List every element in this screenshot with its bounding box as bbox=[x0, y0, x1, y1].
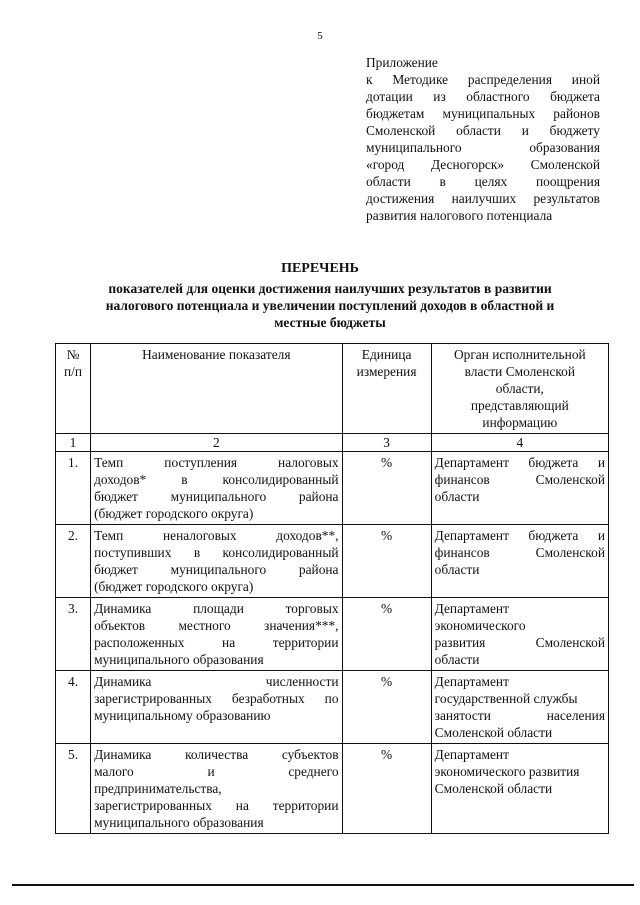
unit: % bbox=[342, 452, 431, 525]
footer-rule bbox=[12, 884, 634, 886]
organization-line: финансов Смоленской bbox=[434, 472, 605, 487]
indicator-name-line: объектов местного значения***, bbox=[94, 618, 339, 633]
subtitle-line: налогового потенциала и увеличении поступлений доходов в областной и bbox=[105, 298, 555, 313]
indicator-name-line: муниципального образования bbox=[94, 652, 264, 667]
appendix-line: области в целях поощрения bbox=[366, 174, 600, 189]
indicator-name-line: малого и среднего bbox=[94, 764, 339, 779]
unit: % bbox=[342, 671, 431, 744]
organization-line: области bbox=[434, 652, 480, 667]
header-org-line: власти Смоленской bbox=[464, 364, 576, 379]
organization-line: Департамент bbox=[434, 601, 509, 616]
indicator-name-line: зарегистрированных безработных по bbox=[94, 691, 339, 706]
indicator-name-line: предпринимательства, bbox=[94, 781, 222, 796]
organization bbox=[431, 525, 608, 598]
organization-line: Департамент бюджета и bbox=[434, 455, 605, 470]
organization-line: Департамент bbox=[434, 747, 509, 762]
row-number: 1. bbox=[56, 452, 91, 525]
header-num-line: № bbox=[66, 347, 80, 362]
unit: % bbox=[342, 744, 431, 834]
table-row bbox=[56, 525, 609, 598]
indicator-name-line: Динамика численности bbox=[94, 674, 339, 689]
header-org-line: Орган исполнительной bbox=[453, 347, 586, 362]
table-row bbox=[56, 452, 609, 525]
appendix-line: Приложение bbox=[366, 55, 438, 70]
document-title: ПЕРЕЧЕНЬ bbox=[281, 261, 359, 276]
unit: % bbox=[342, 525, 431, 598]
organization bbox=[431, 452, 608, 525]
indicator-name bbox=[91, 744, 342, 834]
appendix-line: «город Десногорск» Смоленской bbox=[366, 157, 600, 172]
header-unit-line: измерения bbox=[356, 364, 417, 379]
indicator-name bbox=[91, 525, 342, 598]
row-number: 2. bbox=[56, 525, 91, 598]
header-unit-line: Единица bbox=[361, 347, 412, 362]
col-number: 1 bbox=[56, 434, 91, 452]
organization-line: области bbox=[434, 562, 480, 577]
col-number: 3 bbox=[342, 434, 431, 452]
indicator-name-line: поступивших в консолидированный bbox=[94, 545, 339, 560]
indicator-name-line: муниципального образования bbox=[94, 815, 264, 830]
indicator-name-line: (бюджет городского округа) bbox=[94, 506, 254, 521]
indicator-name-line: (бюджет городского округа) bbox=[94, 579, 254, 594]
appendix-block bbox=[366, 54, 600, 224]
appendix-line: достижения наилучших результатов bbox=[366, 191, 600, 206]
indicator-name bbox=[91, 671, 342, 744]
header-org bbox=[431, 344, 608, 434]
organization-line: финансов Смоленской bbox=[434, 545, 605, 560]
appendix-line: Смоленской области и бюджету bbox=[366, 123, 600, 138]
appendix-line: бюджетам муниципальных районов bbox=[366, 106, 600, 121]
subtitle-line: местные бюджеты bbox=[274, 315, 386, 330]
organization bbox=[431, 744, 608, 834]
header-num-line: п/п bbox=[64, 364, 83, 379]
table-row bbox=[56, 598, 609, 671]
organization-line: экономического развития bbox=[434, 764, 580, 779]
indicator-name bbox=[91, 598, 342, 671]
indicator-name bbox=[91, 452, 342, 525]
header-org-line: информацию bbox=[482, 415, 558, 430]
organization-line: Смоленской области bbox=[434, 781, 553, 796]
appendix-line: развития налогового потенциала bbox=[366, 208, 553, 223]
organization-line: Департамент bbox=[434, 674, 509, 689]
organization-line: экономического bbox=[434, 618, 526, 633]
table-row bbox=[56, 671, 609, 744]
row-number: 4. bbox=[56, 671, 91, 744]
organization bbox=[431, 598, 608, 671]
organization bbox=[431, 671, 608, 744]
table-header-row bbox=[56, 344, 609, 434]
col-number: 4 bbox=[431, 434, 608, 452]
indicator-name-line: Динамика количества субъектов bbox=[94, 747, 339, 762]
indicator-name-line: бюджет муниципального района bbox=[94, 489, 339, 504]
indicator-name-line: муниципальному образованию bbox=[94, 708, 271, 723]
table-row bbox=[56, 744, 609, 834]
organization-line: занятости населения bbox=[434, 708, 605, 723]
column-number-row bbox=[56, 434, 609, 452]
header-num bbox=[56, 344, 91, 434]
appendix-line: к Методике распределения иной bbox=[366, 72, 600, 87]
row-number: 5. bbox=[56, 744, 91, 834]
indicators-table bbox=[55, 343, 609, 834]
organization-line: области bbox=[434, 489, 480, 504]
col-number: 2 bbox=[91, 434, 342, 452]
indicator-name-line: зарегистрированных на территории bbox=[94, 798, 339, 813]
indicator-name-line: бюджет муниципального района bbox=[94, 562, 339, 577]
organization-line: Департамент бюджета и bbox=[434, 528, 605, 543]
appendix-line: муниципального образования bbox=[366, 140, 600, 155]
header-org-line: области, bbox=[495, 381, 544, 396]
subtitle-line: показателей для оценки достижения наилучших результатов в развитии bbox=[108, 281, 552, 296]
indicator-name-line: расположенных на территории bbox=[94, 635, 339, 650]
page-number: 5 bbox=[317, 30, 323, 42]
appendix-line: дотации из областного бюджета bbox=[366, 89, 600, 104]
indicator-name-line: Динамика площади торговых bbox=[94, 601, 339, 616]
row-number: 3. bbox=[56, 598, 91, 671]
organization-line: развития Смоленской bbox=[434, 635, 605, 650]
indicator-name-line: Темп неналоговых доходов**, bbox=[94, 528, 339, 543]
header-unit bbox=[342, 344, 431, 434]
indicator-name-line: доходов* в консолидированный bbox=[94, 472, 339, 487]
organization-line: Смоленской области bbox=[434, 725, 553, 740]
header-org-line: представляющий bbox=[470, 398, 569, 413]
document-subtitle bbox=[60, 280, 600, 331]
organization-line: государственной службы bbox=[434, 691, 578, 706]
unit: % bbox=[342, 598, 431, 671]
indicator-name-line: Темп поступления налоговых bbox=[94, 455, 339, 470]
header-name: Наименование показателя bbox=[91, 344, 342, 434]
